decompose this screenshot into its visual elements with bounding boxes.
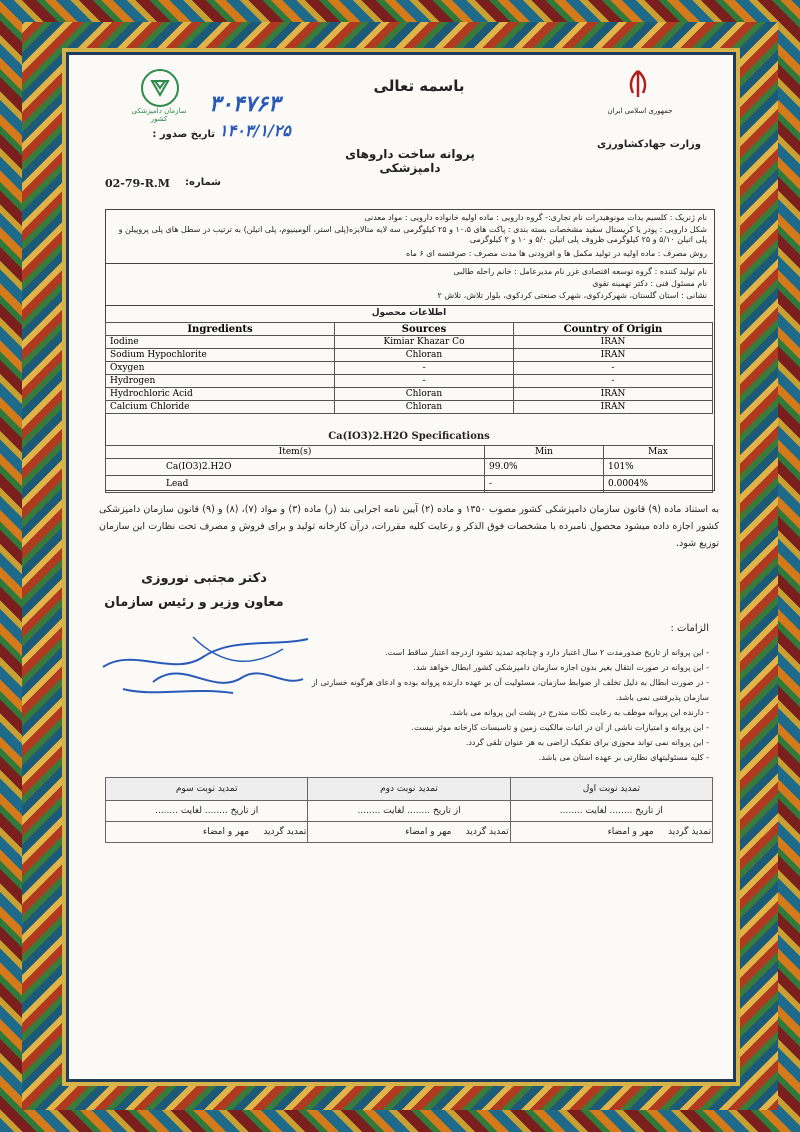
list-item: - دارنده این پروانه موظف به رعایت نکات مندرج در پشت این پروانه می باشد. bbox=[449, 708, 709, 717]
table-cell: Chloran bbox=[335, 349, 514, 362]
table-row bbox=[106, 822, 713, 843]
list-item: - کلیه مسئولیتهای نظارتی بر عهده استان می باشد. bbox=[538, 753, 709, 762]
list-item: - این پروانه در صورت انتقال بغیر بدون اجازه سازمان دامپزشکی کشور ابطال خواهد شد. bbox=[413, 663, 709, 672]
column-header: Sources bbox=[335, 323, 514, 336]
table-header-row bbox=[106, 778, 713, 801]
table-row bbox=[106, 375, 713, 388]
product-form-row: شکل دارویی : پودر یا کریستال سفید مشخصات بسته بندی : پاکت های ۱۰،۵ و ۲۵ کیلوگرمی سه لایه متالایزه(پلی استر، آلومینیوم، پلی اتیلن) به ترتیب در سطل های پلی پروپیلن و پلی اتیلن ۵/۱۰ و ۲۵ کیلوگرمی ظروف پلی اتیلن ۵/۰ و ۱۰ و ۲ کیلوگرمی bbox=[118, 225, 707, 244]
product-generic-row: نام ژنریک : کلسیم یدات مونوهیدرات نام تجاری:- گروه دارویی : ماده اولیه خانواده دارویی : مواد معدنی bbox=[364, 213, 707, 222]
table-cell: Ca(IO3)2.H2O bbox=[106, 459, 485, 476]
specifications-title: Ca(IO3)2.H2O Specifications bbox=[328, 431, 490, 442]
signatory-name: دکتر مجتبی نوروزی bbox=[141, 571, 267, 586]
table-row bbox=[106, 388, 713, 401]
specifications-table bbox=[105, 445, 713, 493]
divider bbox=[105, 263, 713, 264]
table-row bbox=[106, 801, 713, 822]
column-header: Max bbox=[604, 446, 713, 459]
basmala: باسمه تعالی bbox=[373, 77, 465, 95]
table-cell: IRAN bbox=[514, 336, 713, 349]
table-cell: Kimiar Khazar Co bbox=[335, 336, 514, 349]
table-cell: IRAN bbox=[514, 401, 713, 414]
signatory-title: معاون وزیر و رئیس سازمان bbox=[104, 595, 284, 610]
manufacturer-row: نام تولید کننده : گروه توسعه اقتصادی غزر نام مدیرعامل : خانم راحله طالبی bbox=[453, 267, 707, 276]
renewal-status-cell bbox=[308, 822, 510, 843]
table-cell: - bbox=[514, 375, 713, 388]
table-row bbox=[106, 362, 713, 375]
table-row bbox=[106, 459, 713, 476]
column-header: Item(s) bbox=[106, 446, 485, 459]
column-header: تمدید نوبت دوم bbox=[308, 778, 510, 801]
list-item: - این پروانه نمی تواند محوزی برای تفکیک اراضی به هر عنوان تلقی گردد. bbox=[465, 738, 709, 747]
list-item: - این پروانه از تاریخ صدورمدت ۲ سال اعتبار دارد و چنانچه تمدید نشود ازدرجه اعتبار ساقط است. bbox=[385, 648, 709, 657]
renewal-stamp: مهر و امضاء bbox=[405, 827, 452, 837]
product-usage-row: روش مصرف : ماده اولیه در تولید مکمل ها و افزودنی ها مدت مصرف : صرفتسه ای ۶ ماه bbox=[406, 249, 707, 258]
list-item: - در صورت ابطال به دلیل تخلف از ضوابط سازمان، مسئولیت آن بر عهده دارنده پروانه بوده و ادعای هرگونه خسارتی از سازمان پذیرفتنی نمی باشد. bbox=[311, 678, 709, 702]
iran-emblem-text: جمهوری اسلامی ایران bbox=[607, 107, 673, 115]
column-header: تمدید نوبت اول bbox=[510, 778, 712, 801]
technical-manager-row: نام مسئول فنی : دکتر تهمینه تقوی bbox=[592, 279, 707, 288]
certificate-page bbox=[66, 52, 736, 1082]
renewal-stamp: مهر و امضاء bbox=[607, 827, 654, 837]
product-info-title: اطلاعات محصول bbox=[371, 308, 447, 318]
table-cell: Chloran bbox=[335, 388, 514, 401]
renewal-status: تمدید گردید bbox=[263, 827, 307, 837]
table-cell: Hydrogen bbox=[106, 375, 335, 388]
requirements-heading: الزامات : bbox=[670, 623, 709, 634]
list-item: - این پروانه و امتیازات ناشی از آن در اثبات مالکیت زمین و تاسیسات کارخانه موثر نیست. bbox=[411, 723, 709, 732]
table-header-row bbox=[106, 446, 713, 459]
renewal-status: تمدید گردید bbox=[465, 827, 509, 837]
column-header: Country of Origin bbox=[514, 323, 713, 336]
handwritten-issue-date: ۱۴۰۳/۱/۲۵ bbox=[219, 121, 291, 140]
table-cell: Sodium Hypochlorite bbox=[106, 349, 335, 362]
ingredients-table bbox=[105, 322, 713, 414]
table-cell: Oxygen bbox=[106, 362, 335, 375]
vet-logo-text: سازمان دامپزشکی کشور bbox=[131, 107, 187, 123]
table-cell: Calcium Chloride bbox=[106, 401, 335, 414]
table-row bbox=[106, 336, 713, 349]
requirements-list bbox=[289, 645, 709, 765]
table-cell: Chloran bbox=[335, 401, 514, 414]
ministry-name: وزارت جهادکشاورزی bbox=[596, 139, 701, 150]
iran-emblem-icon bbox=[621, 67, 655, 105]
column-header: Min bbox=[485, 446, 604, 459]
license-number: 02-79-R.M bbox=[105, 177, 170, 190]
handwritten-serial: ۳۰۴۷۶۳ bbox=[209, 91, 280, 117]
table-cell: - bbox=[514, 362, 713, 375]
renewal-dates: از تاریخ ........ لغایت ........ bbox=[308, 801, 510, 822]
renewal-stamp: مهر و امضاء bbox=[202, 827, 250, 837]
divider bbox=[105, 305, 713, 306]
table-cell: 99.0% bbox=[485, 459, 604, 476]
document-title: پروانه ساخت داروهای دامپزشکی bbox=[345, 147, 475, 175]
legal-authorization-text: به استناد ماده (۹) قانون سازمان دامپزشکی کشور مصوب ۱۳۵۰ و ماده (۲) آیین نامه اجرایی بند (ز) ماده (۳) و مواد (۷)، (۸) و (۹) قانون سازمان دامپزشکی کشور اجازه داده میشود محصول نامبرده با مشخصات فوق الذکر و رعایت کلیه مقررات، درآن کارخانه تولید و برای فروش و مصرف تحت نظارت این سازمان توزیع شود. bbox=[99, 504, 720, 549]
table-row bbox=[106, 349, 713, 362]
renewal-status-cell bbox=[510, 822, 712, 843]
table-cell: 0.0004% bbox=[604, 476, 713, 493]
license-number-label: شماره: bbox=[185, 177, 221, 188]
issue-date-label: تاریخ صدور : bbox=[152, 129, 215, 140]
renewal-status: تمدید گردید bbox=[667, 827, 711, 837]
column-header: تمدید نوبت سوم bbox=[106, 778, 308, 801]
table-cell: - bbox=[485, 476, 604, 493]
table-cell: IRAN bbox=[514, 349, 713, 362]
table-cell: - bbox=[335, 362, 514, 375]
table-cell: Hydrochloric Acid bbox=[106, 388, 335, 401]
address-row: نشانی : استان گلستان، شهرکردکوی، شهرک صنعتی کردکوی، بلوار تلاش، تلاش ۲ bbox=[437, 291, 707, 300]
renewal-dates: از تاریخ ........ لغایت ........ bbox=[510, 801, 712, 822]
renewals-table bbox=[105, 777, 713, 843]
vet-organization-logo bbox=[141, 69, 179, 107]
table-cell: IRAN bbox=[514, 388, 713, 401]
renewal-dates: از تاریخ ........ لغایت ........ bbox=[106, 801, 308, 822]
table-row bbox=[106, 401, 713, 414]
table-row bbox=[106, 476, 713, 493]
renewal-status-cell bbox=[106, 822, 308, 843]
table-cell: 101% bbox=[604, 459, 713, 476]
table-header-row bbox=[106, 323, 713, 336]
table-cell: Iodine bbox=[106, 336, 335, 349]
table-cell: Lead bbox=[106, 476, 485, 493]
table-cell: - bbox=[335, 375, 514, 388]
column-header: Ingredients bbox=[106, 323, 335, 336]
